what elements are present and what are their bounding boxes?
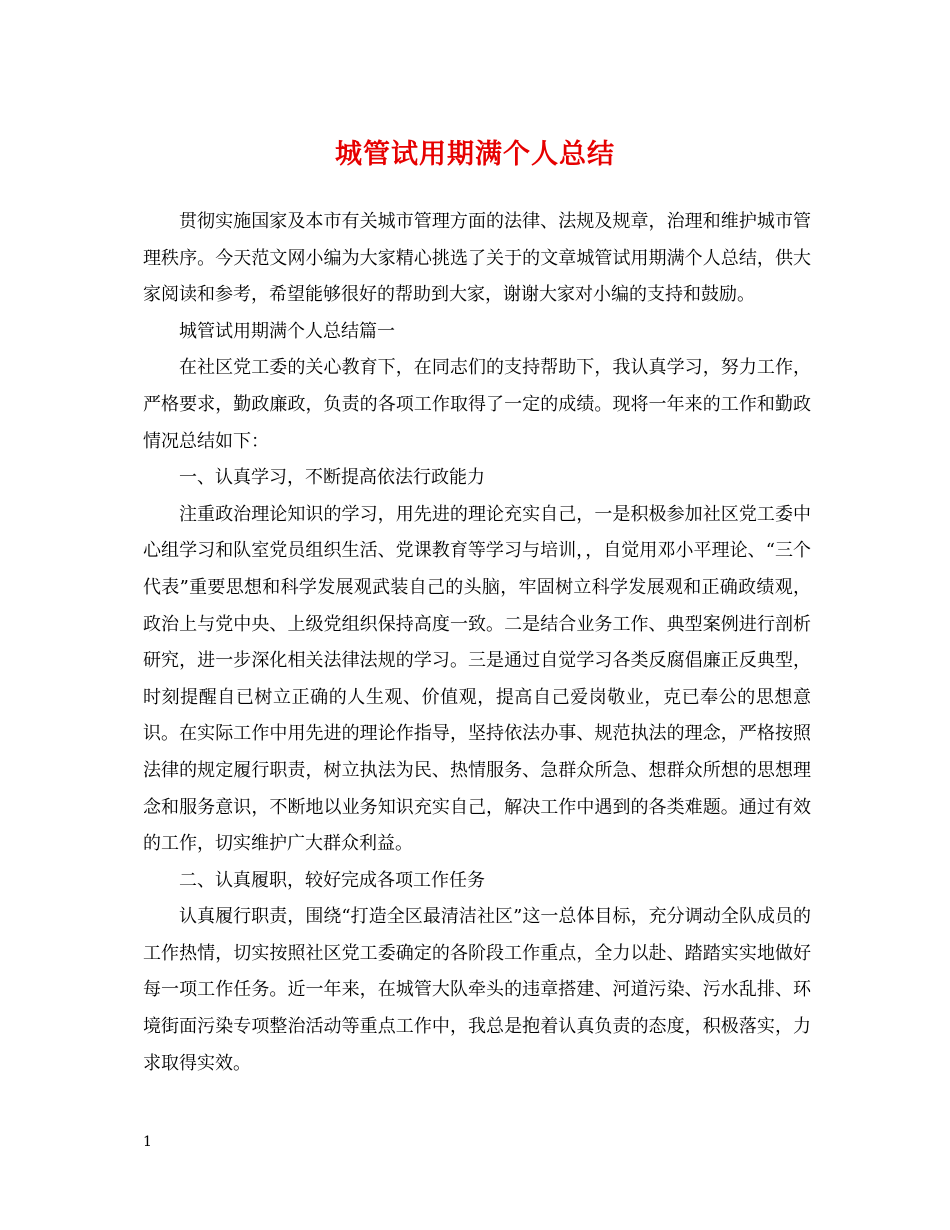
opening-paragraph: 在社区党工委的关心教育下，在同志们的支持帮助下，我认真学习，努力工作，严格要求，勤政廉政，负责的各项工作取得了一定的成绩。现将一年来的工作和勤政情况总结如下： (143, 357, 811, 452)
duties-paragraph: 认真履行职责，围绕“打造全区最清洁社区”这一总体目标，充分调动全队成员的工作热情，切实按照社区党工委确定的各阶段工作重点，全力以赴、踏踏实实地做好每一项工作任务。近一年来，在城管大队牵头的违章搭建、河道污染、污水乱排、环境街面污染专项整治活动等重点工作中，我总是抱着认真负责的态度，积极落实，力求取得实效。 (143, 906, 811, 1074)
section-heading-part-one: 城管试用期满个人总结篇一 (179, 320, 395, 342)
section-heading-duties: 二、认真履职，较好完成各项工作任务 (179, 869, 485, 891)
document-title: 城管试用期满个人总结 (335, 139, 615, 170)
page-number: 1 (143, 1134, 152, 1150)
section-heading-study: 一、认真学习，不断提高依法行政能力 (179, 467, 485, 489)
document-body (143, 204, 811, 1082)
study-paragraph: 注重政治理论知识的学习，用先进的理论充实自己，一是积极参加社区党工委中心组学习和队室党员组织生活、党课教育等学习与培训，，自觉用邓小平理论、“三个代表”重要思想和科学发展观武装自己的头脑，牢固树立科学发展观和正确政绩观，政治上与党中央、上级党组织保持高度一致。二是结合业务工作、典型案例进行剖析研究，进一步深化相关法律法规的学习。三是通过自觉学习各类反腐倡廉正反典型，时刻提醒自已树立正确的人生观、价值观，提高自己爱岗敬业，克已奉公的思想意识。在实际工作中用先进的理论作指导，坚持依法办事、规范执法的理念，严格按照法律的规定履行职责，树立执法为民、热情服务、急群众所急、想群众所想的思想理念和服务意识，不断地以业务知识充实自己，解决工作中遇到的各类难题。通过有效的工作，切实维护广大群众利益。 (143, 503, 811, 855)
intro-paragraph: 贯彻实施国家及本市有关城市管理方面的法律、法规及规章，治理和维护城市管理秩序。今天范文网小编为大家精心挑选了关于的文章城管试用期满个人总结，供大家阅读和参考，希望能够很好的帮助到大家，谢谢大家对小编的支持和鼓励。 (143, 211, 811, 306)
